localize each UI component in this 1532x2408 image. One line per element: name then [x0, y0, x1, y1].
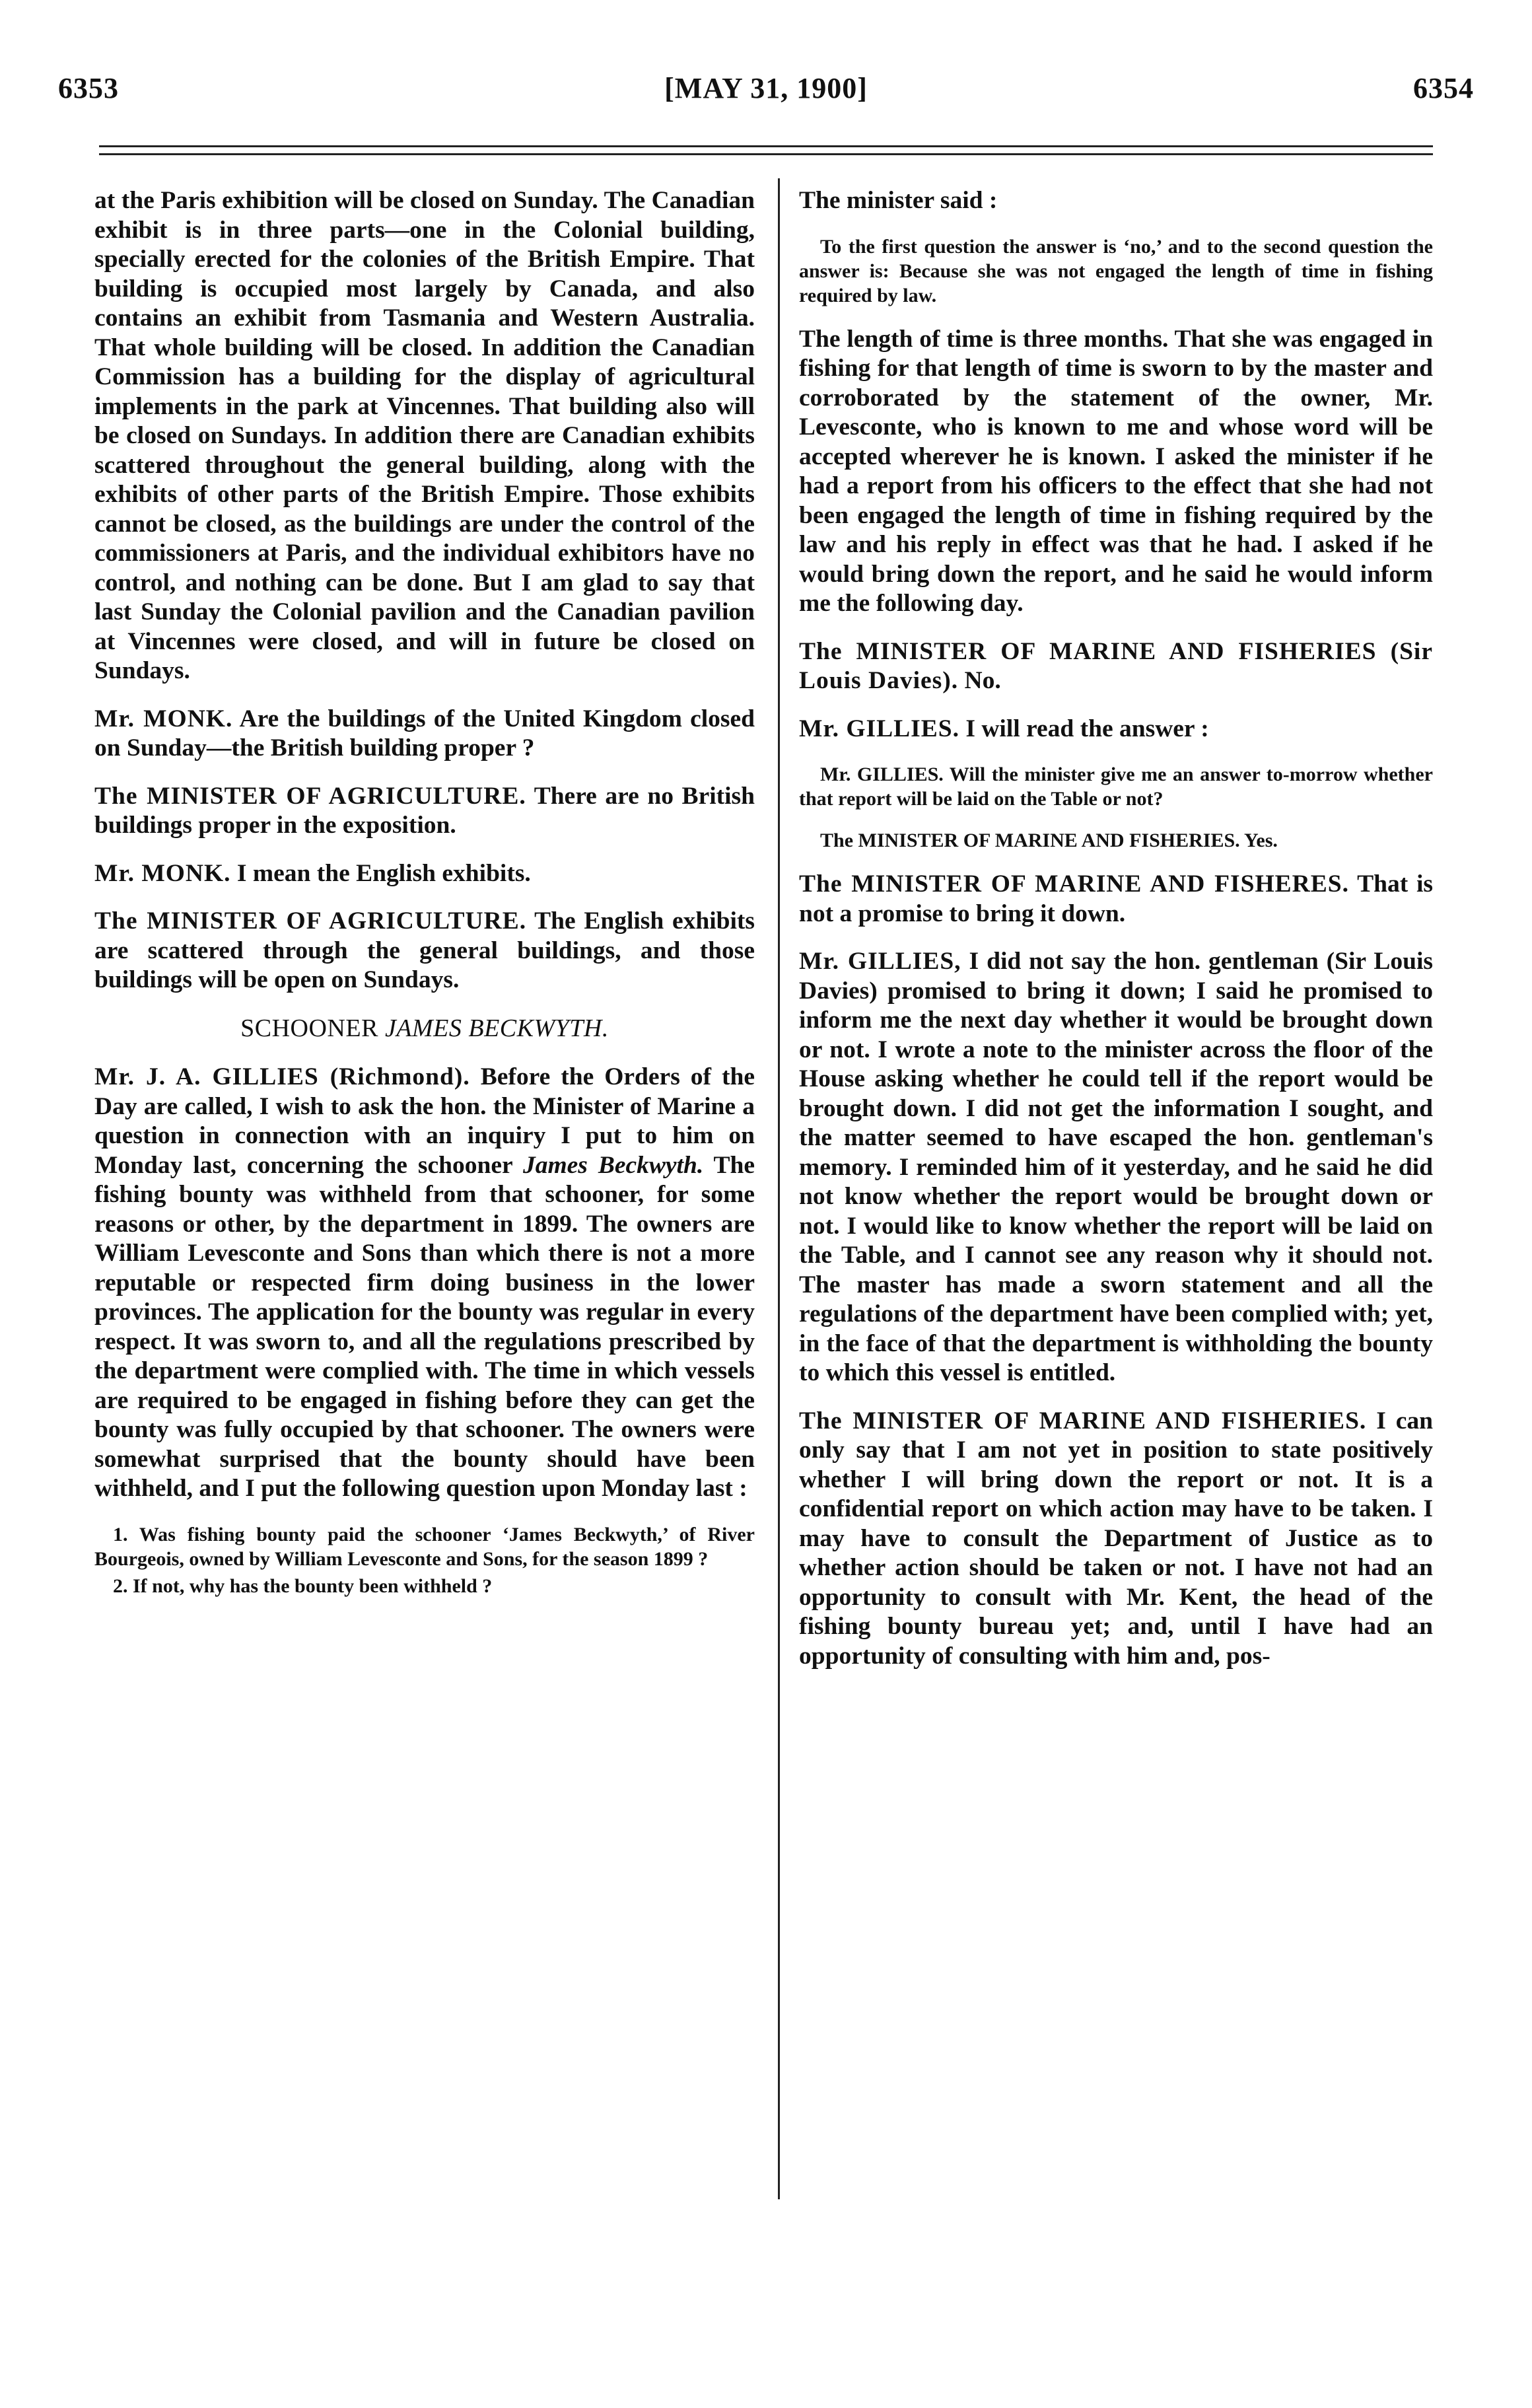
paragraph [94, 782, 755, 841]
right-column [799, 186, 1433, 1689]
speech-text: I mean the English exhibits. [236, 859, 531, 887]
paragraph [94, 907, 755, 995]
heading-ship-name: JAMES BECKWYTH. [384, 1014, 609, 1042]
ship-name: James Beckwyth. [522, 1151, 704, 1179]
speech-text: No. [964, 667, 1001, 694]
speaker-name: The MINISTER OF AGRICULTURE. [94, 907, 527, 935]
paragraph: at the Paris exhibition will be closed on Sunday. The Canadian exhibit is in three parts—one in the Colonial building, specially erected for the colonies of the British Empire. That building is occupied most largely by Canada, and also contains an exhibit from Tasmania and Western Australia. That whole building will be closed. In addition the Canadian Commission has a building for the display of agricultural implements in the park at Vincennes. That building also will be closed on Sundays. In addition there are Canadian exhibits scattered throughout the general building, along with the exhibits of other parts of the British Empire. Those exhibits cannot be closed, as the buildings are under the control of the commissioners at Paris, and the individual exhibitors have no control, and nothing can be done. But I am glad to say that last Sunday the Colonial pavilion and the Canadian pavilion at Vincennes were closed, and will in future be closed on Sundays. [94, 187, 755, 684]
paragraph [799, 715, 1433, 744]
section-heading [94, 1014, 755, 1044]
quoted-answer: To the first question the answer is ‘no,’ and to the second question the answer is: Because she was not engaged the length of time in fishing required by law. [799, 235, 1433, 306]
speech-text: I will read the answer : [965, 715, 1209, 742]
quoted-exchange [799, 828, 1433, 853]
page-header [0, 71, 1532, 111]
header-date: [MAY 31, 1900] [664, 72, 868, 104]
speaker-name: Mr. MONK. [94, 859, 231, 887]
speech-text: Yes. [1244, 830, 1278, 851]
speaker-name: The MINISTER OF MARINE AND FISHERIES (Sir Louis Davies). [799, 637, 1433, 694]
paragraph: The minister said : [799, 187, 998, 214]
question-list [94, 1522, 755, 1598]
question-item: 2. If not, why has the bounty been withheld ? [113, 1575, 493, 1597]
paragraph [94, 859, 755, 889]
speaker-name: The MINISTER OF MARINE AND FISHERES. [799, 870, 1349, 898]
header-rule-top [99, 145, 1433, 147]
paragraph [94, 1063, 755, 1504]
speech-text: That is not a promise to bring it down. [799, 870, 1433, 927]
paragraph [799, 947, 1433, 1388]
paragraph [799, 1407, 1433, 1672]
heading-prefix: SCHOONER [240, 1014, 378, 1042]
page-number-left: 6353 [58, 72, 119, 104]
speech-text: Will the minister give me an answer to-morrow whether that report will be laid on the Table or not? [799, 763, 1433, 810]
speaker-name: Mr. GILLIES. [799, 715, 959, 742]
speaker-name: Mr. MONK. [94, 705, 233, 732]
speaker-name: Mr. J. A. GILLIES (Richmond). [94, 1063, 470, 1090]
speaker-name: The MINISTER OF MARINE AND FISHERIES. [799, 1407, 1367, 1434]
speech-text: I did not say the hon. gentleman (Sir Louis Davies) promised to bring it down; I said he promised to inform me the next day whether it would be brought down or not. I wrote a note to the minister across the floor of the House asking whether he could tell if the report would be brought down. I did not get the information I sought, and the matter seemed to have escaped the hon. gentleman's memory. I reminded him of it yesterday, and he said he did not know whether the report would be brought down or not. I would like to know whether the report will be laid on the Table, and I cannot see any reason why it should not. The master has made a sworn statement and all the regulations of the department have been complied with; yet, in the face of that the department is withholding the bounty to which this vessel is entitled. [799, 948, 1433, 1386]
paragraph [799, 637, 1433, 696]
paragraph [799, 870, 1433, 929]
speech-text: The fishing bounty was withheld from that schooner, for some reasons or other, by the department in 1899. The owners are William Levesconte and Sons than which there is not a more reputable or respected firm doing business in the lower provinces. The application for the bounty was regular in every respect. It was sworn to, and all the regulations prescribed by the department were complied with. The time in which vessels are required to be engaged in fishing before they can get the bounty was fully occupied by that schooner. The owners were somewhat surprised that the bounty should have been withheld, and I put the following question upon Monday last : [94, 1151, 755, 1502]
paragraph [94, 705, 755, 763]
speech-text: I can only say that I am not yet in position to state positively whether I will bring down the report or not. It is a confidential report on which action may have to be taken. I may have to consult the Department of Justice as to whether action should be taken or not. I have not had an opportunity to consult with Mr. Kent, the head of the fishing bounty bureau yet; and, until I have had an opportunity of consulting with him and, pos- [799, 1407, 1433, 1670]
quoted-exchange [799, 762, 1433, 811]
speech-text: Before the Orders of the Day are called, I wish to ask the hon. the Minister of Marine a question in connection with an inquiry I put to him on Monday last, concerning the schooner [94, 1063, 755, 1179]
column-divider [778, 178, 780, 2199]
speaker-name: Mr. GILLIES. [820, 763, 944, 785]
speech-text: Are the buildings of the United Kingdom closed on Sunday—the British building proper ? [94, 705, 755, 761]
paragraph: The length of time is three months. That she was engaged in fishing for that length of time is sworn to by the master and corroborated by the statement of the owner, Mr. Levesconte, who is known to me and whose word will be accepted wherever he is known. I asked the minister if he had a report from his officers to the effect that she had not been engaged the length of time in fishing required by the law and his reply in effect was that he had. I asked if he would bring down the report, and he said he would inform me the following day. [799, 325, 1433, 617]
page-number-right: 6354 [1413, 72, 1474, 104]
speaker-name: The MINISTER OF MARINE AND FISHERIES. [820, 830, 1240, 851]
speaker-name: Mr. GILLIES, [799, 948, 961, 975]
question-item: 1. Was fishing bounty paid the schooner ‘James Beckwyth,’ of River Bourgeois, owned by William Levesconte and Sons, for the season 1899 ? [94, 1523, 755, 1570]
speaker-name: The MINISTER OF AGRICULTURE. [94, 782, 526, 810]
speech-text: The English exhibits are scattered through the general buildings, and those buildings will be open on Sundays. [94, 907, 755, 993]
speech-text: There are no British buildings proper in the exposition. [94, 782, 755, 839]
left-column [94, 186, 755, 1602]
header-rule-bottom [99, 153, 1433, 155]
